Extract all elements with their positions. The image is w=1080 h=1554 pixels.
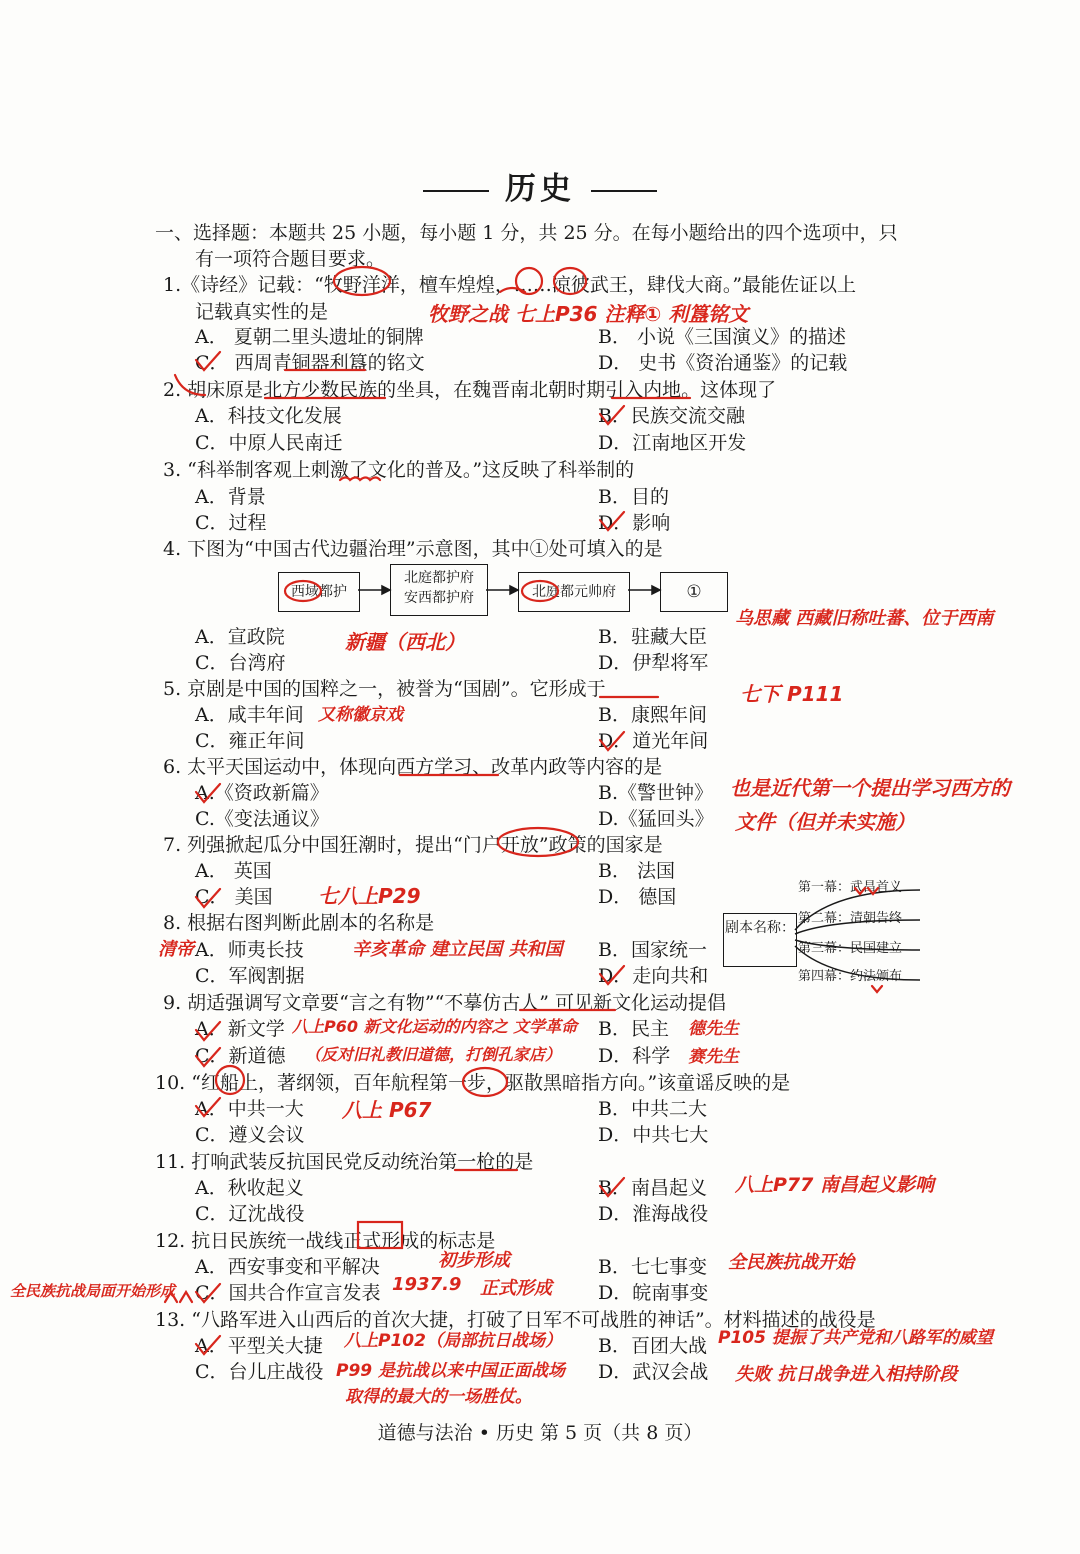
note-q12-date: 1937.9 [392, 1274, 462, 1295]
question-3-option-b: B．目的 [598, 486, 669, 508]
diagram-box-4: ① [660, 572, 728, 612]
question-4-option-a: A．宣政院 [195, 626, 285, 648]
question-4-option-d: D．伊犁将军 [598, 652, 709, 674]
question-8-stem: 8. 根据右图判断此剧本的名称是 [163, 912, 435, 934]
note-q10: 八上 P67 [342, 1098, 432, 1122]
question-9-option-b: B．民主 [598, 1018, 669, 1040]
note-q9-science: 赛先生 [688, 1047, 739, 1067]
question-2-option-b: B．民族交流交融 [598, 405, 745, 427]
section-instruction: 一、选择题：本题共 25 小题，每小题 1 分，共 25 分。在每小题给出的四个选项中，只 [155, 222, 898, 244]
question-1-option-c: C． 西周青铜器利簋的铭文 [195, 352, 425, 374]
question-6-stem: 6. 太平天国运动中，体现向西方学习、改革内政等内容的是 [163, 756, 663, 778]
question-10-option-b: B．中共二大 [598, 1098, 707, 1120]
question-11-stem: 11. 打响武装反抗国民党反动统治第一枪的是 [155, 1151, 534, 1173]
question-13-option-b: B．百团大战 [598, 1335, 707, 1357]
question-9-stem: 9. 胡适强调写文章要“言之有物”“不摹仿古人” 可见新文化运动提倡 [163, 992, 727, 1014]
diagram-box-2-line2: 安西都护府 [404, 590, 474, 606]
diagram-box-1: 西域都护 [278, 572, 360, 612]
question-2-option-a: A．科技文化发展 [195, 405, 342, 427]
question-7-option-a: A． 英国 [195, 860, 272, 882]
diagram-box-2 [390, 564, 488, 616]
note-q9-literature: 八上P60 新文化运动的内容之 文学革命 [292, 1017, 578, 1036]
question-5-option-b: B．康熙年间 [598, 704, 707, 726]
question-1-option-d: D． 史书《资治通鉴》的记载 [598, 352, 848, 374]
play-act-4: 第四幕：约法颁布 [798, 969, 903, 984]
question-6-option-c: C.《变法通议》 [195, 808, 329, 830]
question-3-option-c: C．过程 [195, 512, 267, 534]
question-12-stem: 12. 抗日民族统一战线正式形成的标志是 [155, 1230, 496, 1252]
question-11-option-b: B．南昌起义 [598, 1177, 707, 1199]
question-10-stem: 10. “红船上，著纲领，百年航程第一步，驱散黑暗指方向。”该童谣反映的是 [155, 1072, 791, 1094]
question-9-option-c: C．新道德 [195, 1045, 286, 1067]
note-q8-revolution: 辛亥革命 建立民国 共和国 [352, 939, 563, 960]
question-2-option-c: C．中原人民南迁 [195, 432, 343, 454]
question-8-option-a: A．师夷长技 [195, 939, 304, 961]
question-1-stem-cont: 记载真实性的是 [195, 301, 329, 323]
note-q4-tibet: 乌思藏 西藏旧称吐蕃、位于西南 [735, 608, 994, 629]
question-8-option-d: D．走向共和 [598, 965, 709, 987]
arrowhead-1 [382, 586, 390, 594]
note-q9-democracy: 德先生 [688, 1019, 739, 1039]
note-q12-formal: 正式形成 [480, 1278, 552, 1299]
question-12-option-d: D．皖南事变 [598, 1282, 709, 1304]
note-q1: 牧野之战 七上P36 注释① 利簋铭文 [428, 302, 749, 326]
page-title: 历史 [0, 163, 1080, 208]
note-q6-not-implemented: 文件（但并未实施） [735, 810, 915, 834]
mark-act4 [872, 986, 882, 992]
note-q5-textbook: 七下 P111 [740, 682, 844, 706]
question-4-stem: 4. 下图为“中国古代边疆治理”示意图，其中①处可填入的是 [163, 538, 663, 560]
question-6-option-b: B.《警世钟》 [598, 782, 714, 804]
play-act-3: 第三幕：民国建立 [798, 941, 903, 956]
question-13-option-c: C．台儿庄战役 [195, 1361, 324, 1383]
question-13-option-a: A．平型关大捷 [195, 1335, 323, 1357]
question-1-option-b: B． 小说《三国演义》的描述 [598, 326, 847, 348]
note-q8-emperor: 清帝 [158, 939, 194, 960]
note-q13-pingxingguan: 八上P102（局部抗日战场） [344, 1331, 562, 1351]
question-6-option-a: A.《资政新篇》 [195, 782, 329, 804]
note-q13-hundred-regiments: P105 提振了共产党和八路军的威望 [718, 1328, 993, 1348]
question-10-option-a: A．中共一大 [195, 1098, 304, 1120]
diagram-box-3: 北庭都元帅府 [518, 572, 630, 612]
question-12-option-b: B．七七事变 [598, 1256, 707, 1278]
note-q5-huijingxi: 又称徽京戏 [318, 705, 403, 725]
question-4-option-c: C．台湾府 [195, 652, 286, 674]
note-q12-left: 全民族抗战局面开始形成 [10, 1282, 176, 1300]
arrowhead-2 [510, 586, 518, 594]
note-q13-victory: 取得的最大的一场胜仗。 [345, 1387, 532, 1407]
question-2-stem: 2. 胡床原是北方少数民族的坐具，在魏晋南北朝时期引入内地。这体现了 [163, 379, 777, 401]
question-11-option-d: D．淮海战役 [598, 1203, 709, 1225]
question-3-option-d: D．影响 [598, 512, 671, 534]
note-q6-first: 也是近代第一个提出学习西方的 [730, 776, 1010, 800]
question-5-option-c: C．雍正年间 [195, 730, 305, 752]
question-7-option-c: C． 美国 [195, 886, 273, 908]
note-q11: 八上P77 南昌起义影响 [735, 1174, 934, 1196]
note-q13-taierzhuang: P99 是抗战以来中国正面战场 [336, 1361, 566, 1381]
question-10-option-c: C．遵义会议 [195, 1124, 305, 1146]
note-q12-initial: 初步形成 [438, 1250, 510, 1271]
arrowhead-3 [652, 586, 660, 594]
note-q4-xinjiang: 新疆（西北） [345, 630, 465, 654]
question-8-option-b: B．国家统一 [598, 939, 707, 961]
question-5-option-d: D．道光年间 [598, 730, 709, 752]
page-footer: 道德与法治 • 历史 第 5 页（共 8 页） [377, 1422, 703, 1444]
note-q12-full-war: 全民族抗战开始 [728, 1252, 854, 1273]
question-12-option-a: A．西安事变和平解决 [195, 1256, 380, 1278]
question-7-option-d: D． 德国 [598, 886, 677, 908]
question-12-option-c: C．国共合作宣言发表 [195, 1282, 381, 1304]
question-10-option-d: D．中共七大 [598, 1124, 709, 1146]
question-4-option-b: B．驻藏大臣 [598, 626, 707, 648]
question-9-option-a: A．新文学 [195, 1018, 285, 1040]
question-11-option-c: C．辽沈战役 [195, 1203, 305, 1225]
question-13-option-d: D．武汉会战 [598, 1361, 709, 1383]
note-q7: 七八上P29 [318, 884, 421, 908]
question-2-option-d: D．江南地区开发 [598, 432, 747, 454]
question-5-stem: 5. 京剧是中国的国粹之一，被誉为“国剧”。它形成于 [163, 678, 606, 700]
question-9-option-d: D．科学 [598, 1045, 671, 1067]
note-q9-morality: （反对旧礼教旧道德，打倒孔家店） [305, 1045, 562, 1064]
section-instruction-cont: 有一项符合题目要求。 [195, 248, 386, 270]
question-6-option-d: D.《猛回头》 [598, 808, 714, 830]
diagram-box-2-line1: 北庭都护府 [404, 570, 474, 586]
play-act-2: 第二幕：清朝告终 [798, 911, 903, 926]
question-3-stem: 3. “科举制客观上刺激了文化的普及。”这反映了科举制的 [163, 459, 635, 481]
play-act-1: 第一幕：武昌首义 [798, 880, 903, 895]
note-q13-wuhan: 失败 抗日战争进入相持阶段 [735, 1364, 958, 1385]
question-3-option-a: A．背景 [195, 486, 266, 508]
question-1-stem: 1.《诗经》记载：“牧野洋洋，檀车煌煌，……凉彼武王，肆伐大商。”最能佐证以上 [163, 274, 857, 296]
question-13-stem: 13. “八路军进入山西后的首次大捷，打破了日军不可战胜的神话”。材料描述的战役是 [155, 1309, 876, 1331]
question-11-option-a: A．秋收起义 [195, 1177, 304, 1199]
question-5-option-a: A．咸丰年间 [195, 704, 304, 726]
question-7-stem: 7. 列强掀起瓜分中国狂潮时，提出“门户开放”政策的国家是 [163, 834, 663, 856]
play-name-label: 剧本名称： [725, 920, 795, 936]
play-name-box [723, 913, 797, 967]
question-1-option-a: A． 夏朝二里头遗址的铜牌 [195, 326, 424, 348]
question-8-option-c: C．军阀割据 [195, 965, 305, 987]
question-7-option-b: B． 法国 [598, 860, 676, 882]
